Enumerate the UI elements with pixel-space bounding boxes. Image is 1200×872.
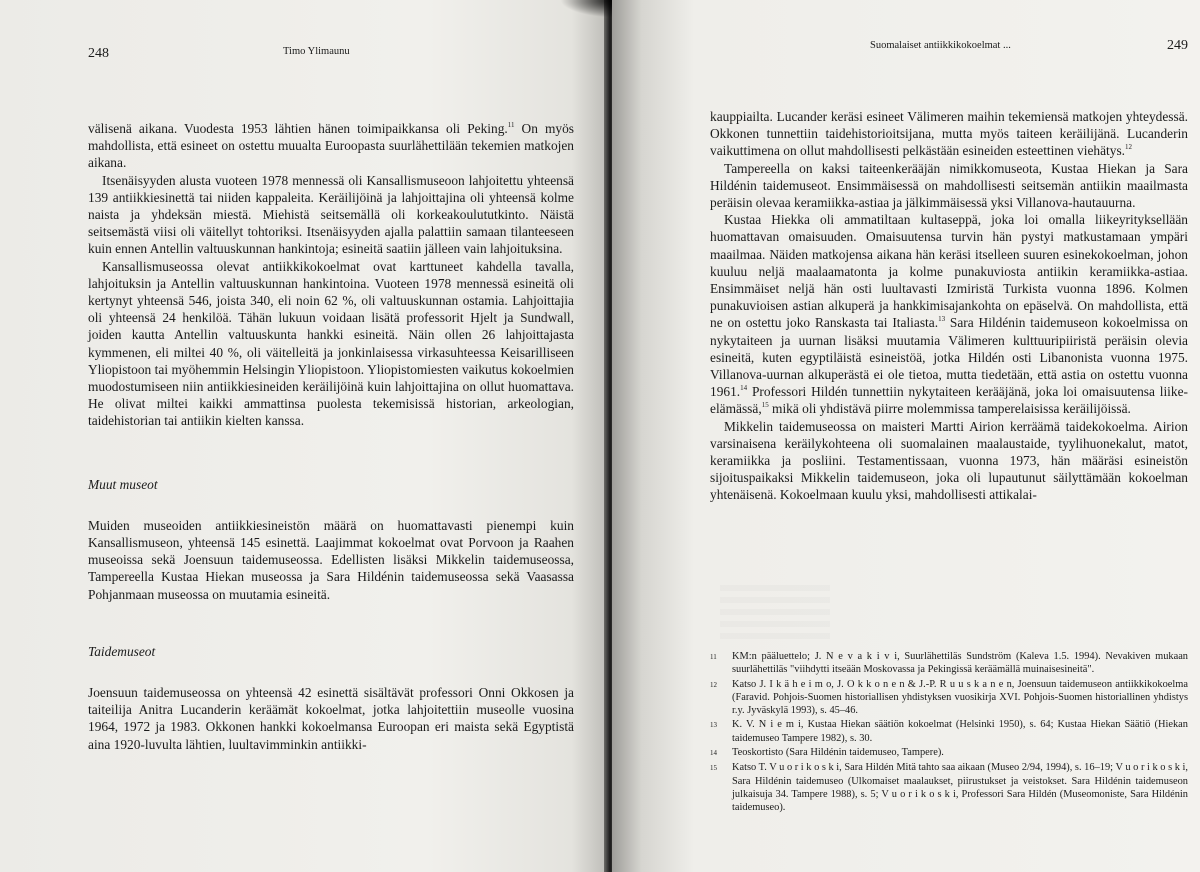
page-number: 248	[88, 46, 109, 61]
section-heading: Taidemuseot	[88, 643, 156, 659]
paragraph: Muiden museoiden antiikkiesineistön määrä on huomattavasti pienempi kuin Kansallismuseon, yhteensä 145 esinettä. Laajimmat kokoelmat ovat Porvoon ja Raahen museoissa sekä Joensuun taidemuseossa. Edellisten lisäksi Mikkelin taidemuseossa, Tampereella Kustaa Hiekan museossa ja Sara Hildénin taidemuseossa sekä Vaasassa Pohjanmaan museossa on muutamia esineitä.	[88, 517, 574, 602]
footnote-ref: 12	[1125, 143, 1133, 152]
footnote: 11 KM:n pääluettelo; J. N e v a k i v i, Suurlähettiläs Sundström (Kaleva 1.5. 1994). Nevakiven mukaan suurlähettiläs "viihdytti itseään Moskovassa ja Pekingissä keräämällä muinaisesineitä".	[710, 651, 1188, 676]
paragraph: Mikkelin taidemuseossa on maisteri Martti Airion kerräämä taidekokoelma. Airion varsinaisena keräilykohteena oli suomalainen maalaustaide, tyylihuonekalut, matot, keramiikka ja posliini. Testamentissaan, vuonna 1973, hän määräsi esineistön sijoituspaikaksi Mikkelin taidemuseon, joka oli lupautunut säilyttämään kokoelman yhtenäisenä. Kokoelmaan kuulu yksi, mahdollisesti attikalai-	[710, 418, 1188, 503]
footnotes	[710, 650, 1188, 816]
right-body-text	[710, 108, 1188, 504]
footnote: 13 K. V. N i e m i, Kustaa Hiekan säätiön kokoelmat (Helsinki 1950), s. 64; Kustaa Hiekan Säätiö (Hiekan taidemuseo Tampere 1982), s. 30.	[710, 719, 1188, 744]
paragraph: Itsenäisyyden alusta vuoteen 1978 mennessä oli Kansallismuseoon lahjoitettu yhteensä 139 antiikkiesinettä tai niiden kappaleita. Keräilijöinä ja lahjoittajina oli yhteensä kolme naista ja yhdeksän miestä. Miehistä seitsemällä oli korkeakoulututkinto. Näistä seitsemästä viisi oli väitellyt tohtoriksi. Itsenäisyyden ajalla palattiin samaan tilanteeseen kuin ennen Antellin valtuuskunnan hankintoja; esineitä saatiin jälleen vain lahjoituksina.	[88, 172, 574, 257]
footnote: 15 Katso T. V u o r i k o s k i, Sara Hildén Mitä tahto saa aikaan (Museo 2/94, 1994), s. 16–19; V u o r i k o s k i, Sara Hildénin taidemuseo (Ulkomaiset maalaukset, piirustukset ja veistokset. Sara Hildénin taidemuseon julkaisuja 34. Tampere 1988), s. 5; V u o r i k o s k i, Professori Sara Hildén (Museomoniste, Sara Hildénin taidemuseo).	[710, 762, 1188, 814]
running-head: Suomalaiset antiikkikokoelmat ...	[870, 40, 1011, 51]
paragraph: Joensuun taidemuseossa on yhteensä 42 esinettä sisältävät professori Onni Okkosen ja taiteilija Anitra Lucanderin keräämät kokoelmat, jotka lahjoitettiin museolle vuosina 1964, 1972 ja 1983. Okkonen hankki kokoelmansa Euroopan eri maista sekä Egyptistä aina 1920-luvulta lähtien, luultavimminkin antiikki-	[88, 685, 574, 752]
footnote: 12 Katso J. I k ä h e i m o, J. O k k o n e n & J.-P. R u u s k a n e n, Joensuun taidemuseon antiikkikokoelma (Faravid. Pohjois-Suomen historiallisen yhdistyksen vuosikirja XVI. Pohjois-Suomen historiallinen yhdistys r.y. Jyväskylä 1993), s. 45–46.	[710, 678, 1188, 717]
paragraph: Kustaa Hiekka oli ammatiltaan kultaseppä, joka loi omalla liikeyrityksellään huomattavan omaisuuden. Omaisuutensa turvin hän pystyi matkustamaan ympäri maailmaa. Näiden matkojensa aikana hän keräsi itselleen suuren esinekokoelman, johon kuuluu neljä maalaamatonta ja kolme punakuviosta antiikin keramiikka-astiaa. Ensimmäiset neljä hän osti luultavasti Izmiristä Turkista vuonna 1896. Kolmen punakuvioisen astian alkuperä ja hankkimisajankohta on epäselvä. On mahdollista, että ne on ostettu joko Ranskasta tai Italiasta.$^{13}$ Sara Hildénin taidemuseon kokoelmissa on nykytaiteen ja uurnan lisäksi muutamia Välimeren kulttuuripiiristä peräisin olevia esineitä, kuten egyptiläistä esineistöä, jotka Hildén osti Libanonista vuonna 1975. Villanova-uurnan alkuperästä ei ole tietoa, mutta tiedetään, että astia on ostettu vuonna 1961.14 Professori Hildén tunnettiin nykytaiteen kerääjänä, joka loi omaisuutensa liike-elämässä,$^{15}$ mikä oli yhdistävä piirre molemmissa tamperelaisissa keräilijöissä.	[710, 212, 1188, 417]
footnote-ref: 14	[740, 384, 748, 393]
paragraph: Kansallismuseossa olevat antiikkikokoelmat ovat karttuneet kahdella tavalla, lahjoituksin ja Antellin valtuuskunnan hankintoina. Vuoteen 1978 mennessä esineitä oli kertynyt yhteensä 546, joista 340, eli noin 62 %, oli valtuuskunnan ostamia. Lahjoittajia oli yhteensä 24 henkilöä. Tähän lukuun voidaan lisätä professorit Hjelt ja Sundwall, joiden kautta Antellin valtuuskunta hankki esineitä. Näin ollen 26 lahjoittajasta kymmenen, eli miltei 40 %, oli väitelleitä ja jonkinlaisessa virkasuhteessa Keisarilliseen Yliopistoon tai myöhemmin Helsingin Yliopistoon. Yliopistomiesten vaikutus kokoelmien muodostumiseen niin antiikkiesineiden keräilijöinä kuin lahjoittajina on ollut huomattava. He olivat miltei kaikki ammattinsa puolesta tekemisissä historian, arkeologian, taidehistorian tai antiikin kielten kanssa.	[88, 258, 574, 429]
paragraph: Tampereella on kaksi taiteenkerääjän nimikkomuseota, Kustaa Hiekan ja Sara Hildénin taidemuseot. Ensimmäisessä on mahdollisesti seitsemän antiikin maailmasta peräisin olevaa keramiikka-astiaa ja jälkimmäisessä yksi Villanova-hautauurna.	[710, 160, 1188, 211]
section-heading: Muut museot	[88, 476, 158, 492]
left-page-header	[88, 44, 574, 74]
footnote-ref: 13	[938, 315, 946, 324]
footnote-ref: 11	[507, 121, 515, 129]
footnote-ref: 15	[761, 401, 769, 410]
running-head: Timo Ylimaunu	[283, 46, 350, 57]
bleed-through	[720, 585, 830, 645]
paragraph: kauppiailta. Lucander keräsi esineet Välimeren maihin tekemiensä matkojen yhteydessä. Okkonen tunnettiin taidehistorioitsijana, mutta myös taiteen keräilijänä. Lucanderin vaikuttimena on ollut mahdollisesti pelkästään esineiden esteettinen viehätys.$^{12}$	[710, 109, 1188, 159]
footnote: 14 Teoskortisto (Sara Hildénin taidemuseo, Tampere).	[710, 747, 944, 759]
page-number: 249	[1167, 38, 1188, 53]
left-body-text	[88, 120, 574, 753]
paragraph: välisenä aikana. Vuodesta 1953 lähtien hänen toimipaikkansa oli Peking.$^{11}$ On myös mahdollista, että esineet on ostettu muualta Euroopasta suurlähettilään tekemien matkojen aikana.	[88, 121, 574, 171]
right-page-header	[710, 38, 1188, 68]
